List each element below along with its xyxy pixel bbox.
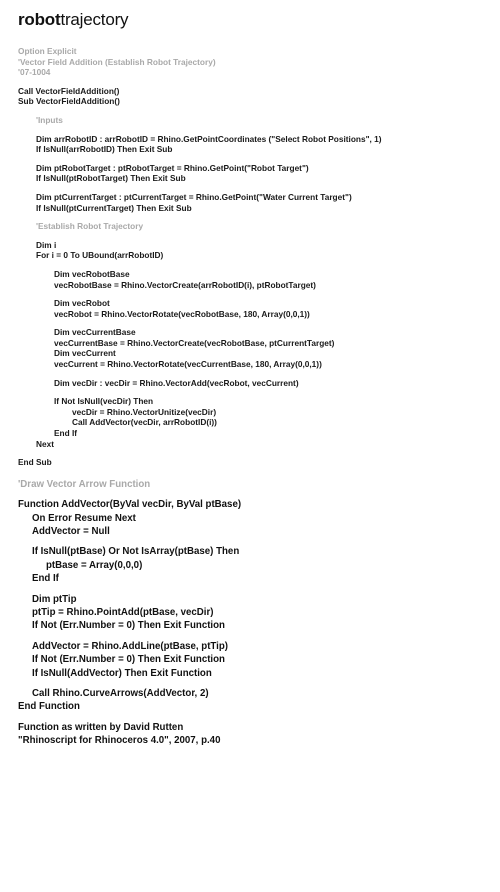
- page-title: [18, 10, 488, 32]
- code-line: If Not (Err.Number = 0) Then Exit Function: [32, 620, 225, 632]
- code-line: vecCurrentBase = Rhino.VectorCreate(vecRobotBase, ptCurrentTarget): [54, 337, 335, 348]
- code-line: Dim vecCurrent: [54, 348, 116, 359]
- code-line: Function AddVector(ByVal vecDir, ByVal ptBase): [18, 499, 242, 511]
- code-line: If IsNull(ptRobotTarget) Then Exit Sub: [36, 173, 186, 184]
- code-line: Dim vecRobot: [54, 298, 110, 309]
- code-comment: 'Inputs: [36, 114, 63, 125]
- code-comment: 'Establish Robot Trajectory: [36, 221, 144, 232]
- title-light: trajectory: [60, 10, 129, 29]
- code-line: Next: [36, 438, 54, 449]
- header-comment: 'Vector Field Addition (Establish Robot Trajectory): [18, 56, 216, 67]
- code-line: ptBase = Array(0,0,0): [46, 559, 143, 571]
- code-line: For i = 0 To UBound(arrRobotID): [36, 250, 164, 261]
- code-line: Dim ptCurrentTarget : ptCurrentTarget = Rhino.GetPoint("Water Current Target"): [36, 191, 352, 202]
- code-line: If IsNull(arrRobotID) Then Exit Sub: [36, 144, 173, 155]
- code-line: If IsNull(ptCurrentTarget) Then Exit Sub: [36, 202, 192, 213]
- blank-line: [18, 491, 488, 498]
- header-comment: '07-1004: [18, 67, 51, 78]
- credit-line: Function as written by David Rutten: [18, 721, 184, 733]
- code-line: Call VectorFieldAddition(): [18, 85, 120, 96]
- code-line: Call Rhino.CurveArrows(AddVector, 2): [32, 687, 209, 699]
- blank-line: [18, 586, 488, 593]
- code-line: If Not IsNull(vecDir) Then: [54, 396, 154, 407]
- credit-line: "Rhinoscript for Rhinoceros 4.0", 2007, p.40: [18, 735, 221, 747]
- blank-line: [18, 449, 488, 457]
- code-line: Call AddVector(vecDir, arrRobotID(i)): [72, 417, 217, 428]
- code-line: Dim vecRobotBase: [54, 268, 130, 279]
- blank-line: [18, 538, 488, 545]
- blank-line: [18, 184, 488, 192]
- code-line: Dim ptRobotTarget : ptRobotTarget = Rhino.GetPoint("Robot Target"): [36, 162, 309, 173]
- blank-line: [18, 261, 488, 269]
- blank-line: [18, 78, 488, 86]
- code-line: Dim arrRobotID : arrRobotID = Rhino.GetPointCoordinates ("Select Robot Positions", 1): [36, 133, 382, 144]
- title-bold: robot: [18, 10, 61, 29]
- blank-line: [18, 213, 488, 221]
- blank-line: [18, 388, 488, 396]
- code-line: Dim i: [36, 239, 57, 250]
- blank-line: [18, 232, 488, 240]
- code-line: AddVector = Rhino.AddLine(ptBase, ptTip): [32, 640, 228, 652]
- blank-line: [18, 290, 488, 298]
- code-block-arrow-function: [18, 478, 488, 748]
- code-line: If IsNull(ptBase) Or Not IsArray(ptBase) Then: [32, 546, 240, 558]
- code-line: On Error Resume Next: [32, 512, 136, 524]
- code-line: ptTip = Rhino.PointAdd(ptBase, vecDir): [32, 606, 214, 618]
- blank-line: [18, 680, 488, 687]
- blank-line: [18, 126, 488, 134]
- code-comment: 'Draw Vector Arrow Function: [18, 478, 151, 490]
- code-line: vecCurrent = Rhino.VectorRotate(vecCurrentBase, 180, Array(0,0,1)): [54, 359, 322, 370]
- header-comment: Option Explicit: [18, 46, 77, 56]
- blank-line: [18, 370, 488, 378]
- code-line: Dim vecCurrentBase: [54, 327, 136, 338]
- code-block-main: [18, 46, 488, 468]
- blank-line: [18, 319, 488, 327]
- code-line: If IsNull(AddVector) Then Exit Function: [32, 667, 212, 679]
- code-line: vecRobotBase = Rhino.VectorCreate(arrRobotID(i), ptRobotTarget): [54, 279, 316, 290]
- code-line: End Sub: [18, 457, 52, 468]
- code-line: End Function: [18, 701, 80, 713]
- code-line: vecDir = Rhino.VectorUnitize(vecDir): [72, 406, 217, 417]
- code-line: End If: [32, 573, 59, 585]
- blank-line: [18, 714, 488, 721]
- code-line: vecRobot = Rhino.VectorRotate(vecRobotBase, 180, Array(0,0,1)): [54, 308, 310, 319]
- code-line: AddVector = Null: [32, 525, 110, 537]
- blank-line: [18, 155, 488, 163]
- code-line: Dim ptTip: [32, 593, 77, 605]
- document-page: [18, 10, 488, 747]
- code-line: Dim vecDir : vecDir = Rhino.VectorAdd(vecRobot, vecCurrent): [54, 377, 299, 388]
- code-line: Sub VectorFieldAddition(): [18, 96, 120, 107]
- blank-line: [18, 107, 488, 115]
- blank-line: [18, 633, 488, 640]
- code-line: End If: [54, 428, 78, 439]
- code-line: If Not (Err.Number = 0) Then Exit Function: [32, 654, 225, 666]
